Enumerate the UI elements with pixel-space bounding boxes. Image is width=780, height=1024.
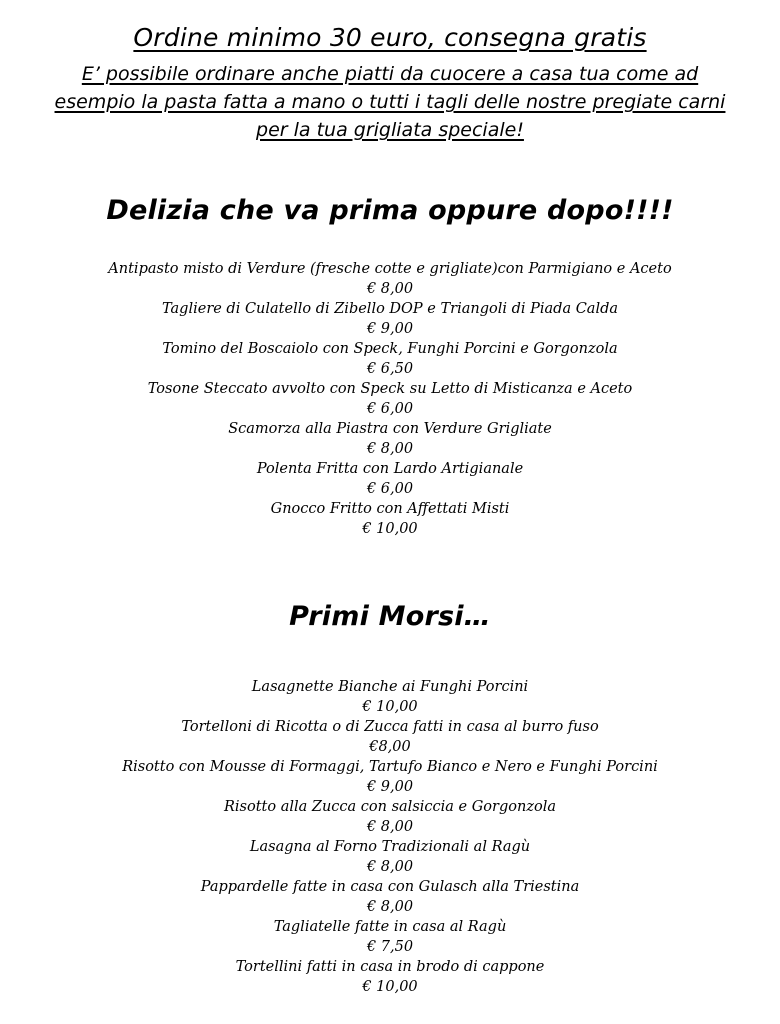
menu-item <box>0 459 780 499</box>
dish-price: € 8,00 <box>366 819 414 835</box>
menu-item <box>0 379 780 419</box>
menu-item <box>0 797 780 837</box>
menu-item <box>0 499 780 539</box>
dish-price: € 6,00 <box>366 401 414 417</box>
delivery-notice <box>0 22 780 144</box>
dish-price: € 8,00 <box>366 899 414 915</box>
dish-name: Tagliatelle fatte in casa al Ragù <box>273 919 507 935</box>
menu-item <box>0 299 780 339</box>
dish-name: Tomino del Boscaiolo con Speck, Funghi Porcini e Gorgonzola <box>162 341 618 357</box>
menu-item <box>0 837 780 877</box>
menu-item <box>0 259 780 299</box>
dish-name: Lasagna al Forno Tradizionali al Ragù <box>249 839 531 855</box>
dish-name: Tosone Steccato avvolto con Speck su Letto di Misticanza e Aceto <box>147 381 633 397</box>
dish-price: € 8,00 <box>366 859 414 875</box>
dish-price: € 10,00 <box>362 699 418 715</box>
dish-name: Pappardelle fatte in casa con Gulasch alla Triestina <box>200 879 580 895</box>
minimum-order-notice: Ordine minimo 30 euro, consegna gratis <box>133 23 647 52</box>
dish-price: € 7,50 <box>366 939 414 955</box>
menu-item <box>0 419 780 459</box>
menu-item <box>0 877 780 917</box>
dish-name: Risotto con Mousse di Formaggi, Tartufo Bianco e Nero e Funghi Porcini <box>122 759 658 775</box>
dish-price: €8,00 <box>369 739 411 755</box>
menu-item <box>0 717 780 757</box>
dish-price: € 6,00 <box>366 481 414 497</box>
dish-price: € 9,00 <box>366 779 414 795</box>
dish-name: Tagliere di Culatello di Zibello DOP e Triangoli di Piada Calda <box>161 301 619 317</box>
menu-item <box>0 339 780 379</box>
dish-name: Risotto alla Zucca con salsiccia e Gorgonzola <box>224 799 556 815</box>
dish-name: Antipasto misto di Verdure (fresche cotte e grigliate)con Parmigiano e Aceto <box>108 261 672 277</box>
home-cooking-notice: E’ possibile ordinare anche piatti da cuocere a casa tua come ad esempio la pasta fatta a mano o tutti i tagli delle nostre pregiate carni per la tua grigliata speciale! <box>54 63 726 141</box>
dish-price: € 9,00 <box>366 321 414 337</box>
section-title-primi: Primi Morsi… <box>289 601 491 632</box>
dish-price: € 10,00 <box>362 979 418 995</box>
dish-price: € 6,50 <box>366 361 414 377</box>
dish-name: Tortelloni di Ricotta o di Zucca fatti in casa al burro fuso <box>181 719 599 735</box>
dish-name: Lasagnette Bianche ai Funghi Porcini <box>251 679 529 695</box>
dish-price: € 10,00 <box>362 521 418 537</box>
dish-name: Scamorza alla Piastra con Verdure Grigliate <box>228 421 552 437</box>
dish-name: Tortellini fatti in casa in brodo di cappone <box>235 959 545 975</box>
dish-price: € 8,00 <box>366 281 414 297</box>
dish-price: € 8,00 <box>366 441 414 457</box>
menu-item <box>0 957 780 997</box>
dish-name: Polenta Fritta con Lardo Artigianale <box>256 461 524 477</box>
menu-item <box>0 677 780 717</box>
menu-item <box>0 917 780 957</box>
antipasti-list <box>0 259 780 539</box>
section-title-antipasti: Delizia che va prima oppure dopo!!!! <box>106 195 674 226</box>
menu-item <box>0 757 780 797</box>
dish-name: Gnocco Fritto con Affettati Misti <box>270 501 510 517</box>
primi-list <box>0 677 780 997</box>
